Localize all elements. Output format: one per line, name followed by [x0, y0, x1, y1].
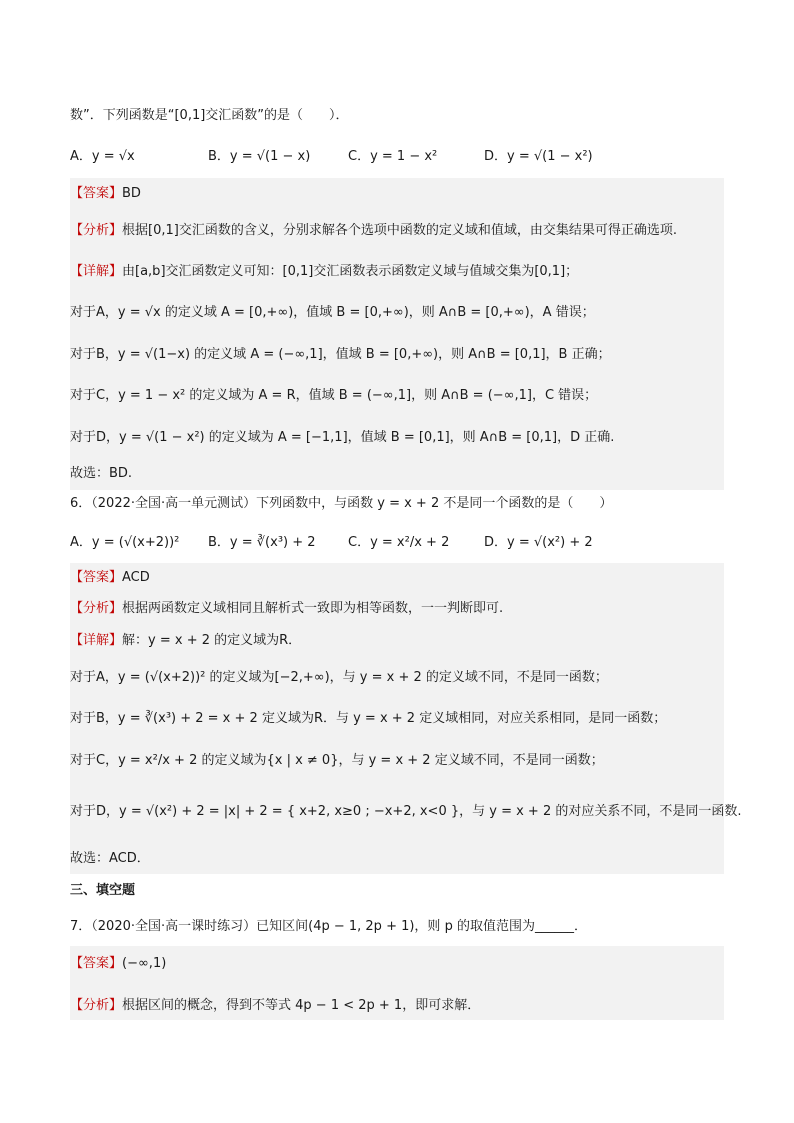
analysis-tag: 【分析】	[70, 223, 123, 238]
option-d: D．y = √(x²) + 2	[484, 535, 593, 550]
answer-value: ACD	[122, 570, 150, 585]
answer-tag: 【答案】	[70, 570, 123, 585]
conclusion-5: 故选：BD.	[70, 466, 133, 481]
analysis-line-6	[70, 599, 724, 619]
answer-line-6	[70, 568, 724, 588]
answer-line-5	[70, 184, 724, 204]
question-6-stem: 6．（2022·全国·高一单元测试）下列函数中，与函数 y = x + 2 不是同一个函数的是（ ）	[70, 496, 613, 511]
option-a: A．y = (√(x+2))²	[70, 535, 180, 550]
detail-tag: 【详解】	[70, 264, 123, 279]
section-heading: 三、填空题	[70, 883, 136, 898]
option-c: C．y = 1 − x²	[348, 149, 438, 164]
detail-item-5c: 对于C，y = 1 − x² 的定义域为 A = R，值域 B = (−∞,1]，则 A∩B = (−∞,1]，C 错误；	[70, 388, 598, 403]
analysis-line-5	[70, 221, 724, 241]
answer-value: (−∞,1)	[122, 956, 167, 971]
detail-line-5	[70, 262, 724, 282]
detail-text: 解：y = x + 2 的定义域为R．	[122, 633, 302, 648]
option-d: D．y = √(1 − x²)	[484, 149, 593, 164]
detail-tag: 【详解】	[70, 633, 123, 648]
analysis-text: 根据区间的概念，得到不等式 4p − 1 < 2p + 1，即可求解．	[122, 998, 481, 1013]
detail-item-6c: 对于C，y = x²/x + 2 的定义域为{x | x ≠ 0}，与 y = x + 2 定义域不同，不是同一函数；	[70, 753, 604, 768]
option-b: B．y = ∛(x³) + 2	[208, 535, 316, 550]
answer-line-7	[70, 954, 724, 974]
analysis-text: 根据[0,1]交汇函数的含义，分别求解各个选项中函数的定义域和值域，由交集结果可得正确选项.	[122, 223, 677, 238]
detail-text: 由[a,b]交汇函数定义可知：[0,1]交汇函数表示函数定义域与值域交集为[0,1]；	[122, 264, 579, 279]
answer-tag: 【答案】	[70, 956, 123, 971]
detail-item-6d: 对于D，y = √(x²) + 2 = |x| + 2 = { x+2, x≥0 ; −x+2, x<0 }，与 y = x + 2 的对应关系不同，不是同一函数.	[70, 804, 742, 819]
detail-item-5b: 对于B，y = √(1−x) 的定义域 A = (−∞,1]，值域 B = [0,+∞)，则 A∩B = [0,1]，B 正确；	[70, 347, 611, 362]
option-a: A．y = √x	[70, 149, 135, 164]
option-c: C．y = x²/x + 2	[348, 535, 450, 550]
question-5-stem: 数”．下列函数是“[0,1]交汇函数”的是（ ）．	[70, 108, 349, 123]
detail-line-6	[70, 631, 724, 651]
analysis-text: 根据两函数定义域相同且解析式一致即为相等函数，一一判断即可.	[122, 601, 504, 616]
conclusion-6: 故选：ACD．	[70, 851, 150, 866]
detail-item-6a: 对于A，y = (√(x+2))² 的定义域为[−2,+∞)，与 y = x + 2 的定义域不同，不是同一函数；	[70, 670, 608, 685]
question-7-stem: 7．（2020·全国·高一课时练习）已知区间(4p − 1, 2p + 1)，则 p 的取值范围为______．	[70, 919, 587, 934]
analysis-tag: 【分析】	[70, 601, 123, 616]
answer-tag: 【答案】	[70, 186, 123, 201]
detail-item-5a: 对于A，y = √x 的定义域 A = [0,+∞)，值域 B = [0,+∞)，则 A∩B = [0,+∞)，A 错误；	[70, 305, 595, 320]
detail-item-5d: 对于D，y = √(1 − x²) 的定义域为 A = [−1,1]，值域 B = [0,1]，则 A∩B = [0,1]，D 正确.	[70, 430, 615, 445]
answer-value: BD	[122, 186, 141, 201]
option-b: B．y = √(1 − x)	[208, 149, 311, 164]
detail-item-6b: 对于B，y = ∛(x³) + 2 = x + 2 定义域为R．与 y = x + 2 定义域相同，对应关系相同，是同一函数；	[70, 711, 667, 726]
analysis-line-7	[70, 996, 724, 1016]
analysis-tag: 【分析】	[70, 998, 123, 1013]
